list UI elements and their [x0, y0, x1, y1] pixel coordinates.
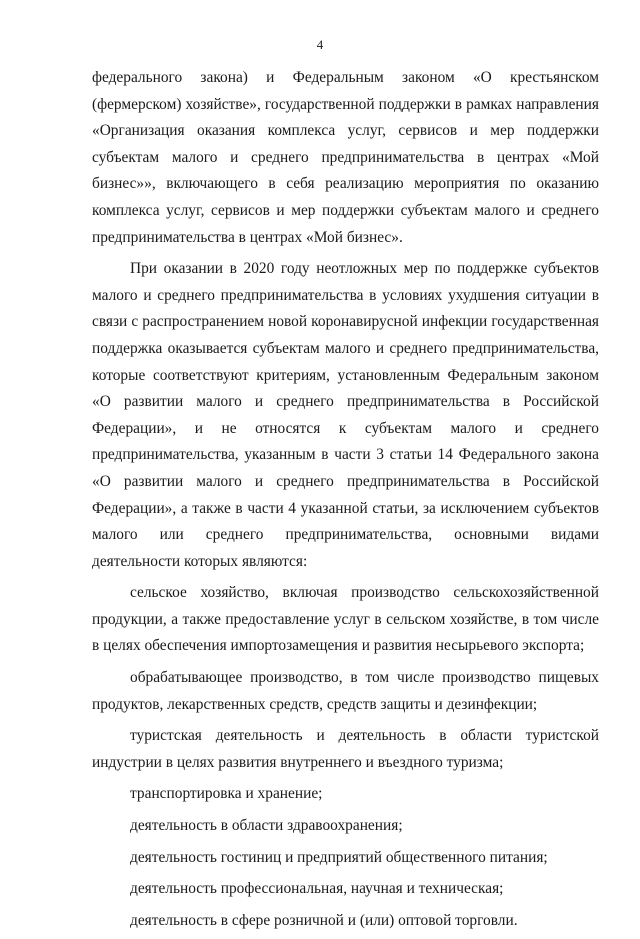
page-number: 4 — [316, 37, 324, 52]
list-item-trade: деятельность в сфере розничной и (или) оптовой торговли. — [130, 911, 518, 929]
list-item-agriculture: сельское хозяйство, включая производство сельскохозяйственной продукции, а также предоставление услуг в сельском хозяйстве, в том числе в целях обеспечения импортозамещения и развития несырьевого экспорта; — [92, 584, 599, 655]
list-item-professional: деятельность профессиональная, научная и техническая; — [130, 880, 504, 898]
list-item-manufacturing: обрабатывающее производство, в том числе производство пищевых продуктов, лекарственных средств, средств защиты и дезинфекции; — [92, 669, 599, 713]
paragraph-continuation: федерального закона) и Федеральным законом «О крестьянском (фермерском) хозяйстве», государственной поддержки в рамках направления «Организация оказания комплекса услуг, сервисов и мер поддержки субъектам малого и среднего предпринимательства в центрах «Мой бизнес»», включающего в себя реализацию мероприятия по оказанию комплекса услуг, сервисов и мер поддержки субъектам малого и среднего предпринимательства в центрах «Мой бизнес». — [92, 69, 599, 246]
list-item-healthcare: деятельность в области здравоохранения; — [130, 817, 403, 835]
document-body — [92, 65, 599, 939]
paragraph-support-conditions: При оказании в 2020 году неотложных мер по поддержке субъектов малого и среднего предпринимательства в условиях ухудшения ситуации в связи с распространением новой коронавирусной инфекции государственная поддержка оказывается субъектам малого и среднего предпринимательства, которые соответствуют критериям, установленным Федеральным законом «О развитии малого и среднего предпринимательства в Российской Федерации», и не относятся к субъектам малого и среднего предпринимательства, указанным в части 3 статьи 14 Федерального закона «О развитии малого и среднего предпринимательства в Российской Федерации», а также в части 4 указанной статьи, за исключением субъектов малого или среднего предпринимательства, основными видами деятельности которых являются: — [92, 260, 599, 570]
list-item-transport: транспортировка и хранение; — [130, 785, 323, 803]
list-item-tourism: туристская деятельность и деятельность в области туристской индустрии в целях развития внутреннего и въездного туризма; — [92, 727, 599, 771]
list-item-hospitality: деятельность гостиниц и предприятий общественного питания; — [130, 848, 548, 866]
